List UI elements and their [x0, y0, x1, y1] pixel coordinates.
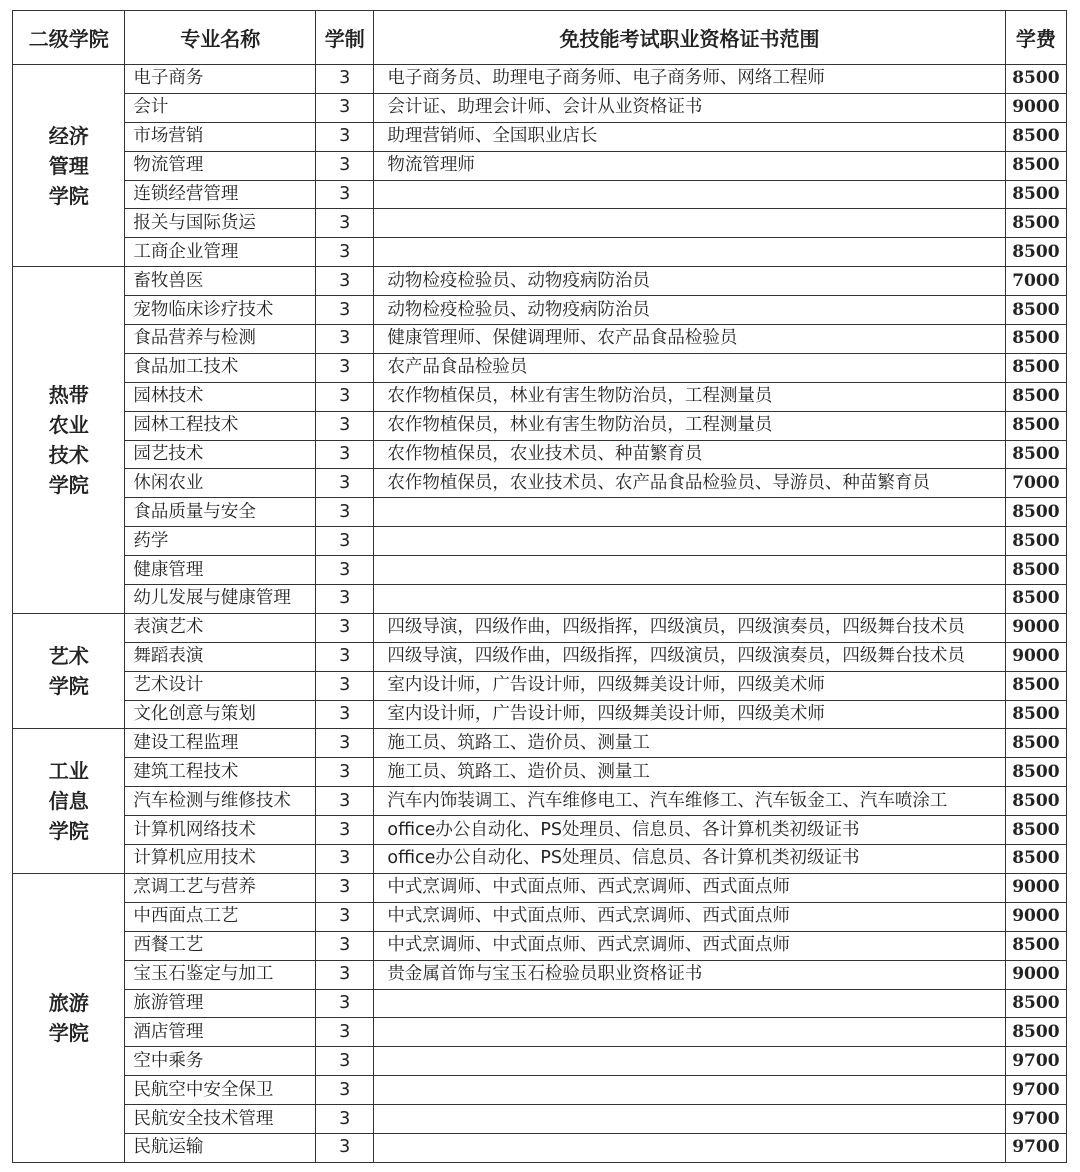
- tuition-cell: 8500: [1005, 411, 1066, 440]
- major-name-cell: 计算机网络技术: [125, 816, 316, 845]
- department-name-line: 旅游: [48, 990, 89, 1015]
- major-name-cell: 民航空中安全保卫: [125, 1076, 316, 1105]
- table-row: [13, 325, 1067, 354]
- tuition-cell: 8500: [1005, 180, 1066, 209]
- certificates-cell: 四级导演，四级作曲，四级指挥，四级演员，四级演奏员，四级舞台技术员: [374, 613, 1005, 642]
- major-name-cell: 园林技术: [125, 382, 316, 411]
- department-cell: [13, 873, 125, 1162]
- years-cell: 3: [316, 729, 374, 758]
- years-cell: 3: [316, 296, 374, 325]
- years-cell: 3: [316, 1047, 374, 1076]
- department-name-line: 艺术: [48, 644, 89, 669]
- years-cell: 3: [316, 556, 374, 585]
- tuition-cell: 8500: [1005, 845, 1066, 874]
- years-cell: 3: [316, 758, 374, 787]
- major-name-cell: 会计: [125, 93, 316, 122]
- department-name-line: 技术: [48, 443, 89, 468]
- certificates-cell: [374, 498, 1005, 527]
- certificates-cell: 农作物植保员，林业有害生物防治员，工程测量员: [374, 382, 1005, 411]
- certificates-cell: [374, 1105, 1005, 1134]
- certificates-cell: 中式烹调师、中式面点师、西式烹调师、西式面点师: [374, 873, 1005, 902]
- table-row: [13, 1076, 1067, 1105]
- certificates-cell: 农产品食品检验员: [374, 353, 1005, 382]
- major-name-cell: 宠物临床诊疗技术: [125, 296, 316, 325]
- table-row: [13, 411, 1067, 440]
- tuition-cell: 9000: [1005, 960, 1066, 989]
- major-name-cell: 宝玉石鉴定与加工: [125, 960, 316, 989]
- table-row: [13, 267, 1067, 296]
- table-row: [13, 902, 1067, 931]
- tuition-cell: 9000: [1005, 902, 1066, 931]
- major-name-cell: 烹调工艺与营养: [125, 873, 316, 902]
- certificates-cell: 物流管理师: [374, 151, 1005, 180]
- department-name-line: 信息: [48, 789, 89, 814]
- years-cell: 3: [316, 989, 374, 1018]
- major-name-cell: 建筑工程技术: [125, 758, 316, 787]
- major-name-cell: 艺术设计: [125, 671, 316, 700]
- department-name-line: 农业: [48, 413, 89, 438]
- department-name-line: 管理: [48, 153, 89, 178]
- certificates-cell: 助理营销师、全国职业店长: [374, 122, 1005, 151]
- table-row: [13, 758, 1067, 787]
- table-row: [13, 527, 1067, 556]
- years-cell: 3: [316, 180, 374, 209]
- department-name-line: 经济: [48, 123, 89, 148]
- major-name-cell: 旅游管理: [125, 989, 316, 1018]
- tuition-cell: 8500: [1005, 585, 1066, 614]
- years-cell: 3: [316, 700, 374, 729]
- certificates-cell: [374, 1018, 1005, 1047]
- header-tuition: 学费: [1005, 11, 1066, 65]
- department-name-line: 学院: [48, 674, 89, 699]
- major-name-cell: 表演艺术: [125, 613, 316, 642]
- certificates-cell: 动物检疫检验员、动物疫病防治员: [374, 267, 1005, 296]
- tuition-cell: 9700: [1005, 1047, 1066, 1076]
- tuition-cell: 8500: [1005, 700, 1066, 729]
- tuition-cell: 8500: [1005, 151, 1066, 180]
- major-name-cell: 食品加工技术: [125, 353, 316, 382]
- tuition-cell: 9000: [1005, 93, 1066, 122]
- certificates-cell: 动物检疫检验员、动物疫病防治员: [374, 296, 1005, 325]
- major-name-cell: 药学: [125, 527, 316, 556]
- tuition-cell: 8500: [1005, 238, 1066, 267]
- certificates-cell: [374, 989, 1005, 1018]
- tuition-cell: 8500: [1005, 527, 1066, 556]
- tuition-cell: 9000: [1005, 873, 1066, 902]
- table-row: [13, 845, 1067, 874]
- years-cell: 3: [316, 411, 374, 440]
- table-row: [13, 729, 1067, 758]
- major-name-cell: 中西面点工艺: [125, 902, 316, 931]
- years-cell: 3: [316, 209, 374, 238]
- years-cell: 3: [316, 238, 374, 267]
- tuition-cell: 8500: [1005, 382, 1066, 411]
- years-cell: 3: [316, 960, 374, 989]
- tuition-cell: 8500: [1005, 440, 1066, 469]
- table-row: [13, 556, 1067, 585]
- years-cell: 3: [316, 585, 374, 614]
- major-name-cell: 工商企业管理: [125, 238, 316, 267]
- major-name-cell: 幼儿发展与健康管理: [125, 585, 316, 614]
- tuition-cell: 9700: [1005, 1076, 1066, 1105]
- certificates-cell: 施工员、筑路工、造价员、测量工: [374, 729, 1005, 758]
- department-cell: [13, 729, 125, 873]
- tuition-cell: 8500: [1005, 122, 1066, 151]
- table-row: [13, 700, 1067, 729]
- major-name-cell: 西餐工艺: [125, 931, 316, 960]
- tuition-cell: 8500: [1005, 989, 1066, 1018]
- tuition-cell: 8500: [1005, 209, 1066, 238]
- certificates-cell: office办公自动化、PS处理员、信息员、各计算机类初级证书: [374, 845, 1005, 874]
- certificates-cell: [374, 238, 1005, 267]
- tuition-cell: 8500: [1005, 325, 1066, 354]
- certificates-cell: [374, 527, 1005, 556]
- header-years: 学制: [316, 11, 374, 65]
- major-name-cell: 电子商务: [125, 65, 316, 94]
- major-name-cell: 计算机应用技术: [125, 845, 316, 874]
- years-cell: 3: [316, 469, 374, 498]
- tuition-cell: 8500: [1005, 498, 1066, 527]
- major-name-cell: 文化创意与策划: [125, 700, 316, 729]
- tuition-cell: 8500: [1005, 931, 1066, 960]
- certificates-cell: 汽车内饰装调工、汽车维修电工、汽车维修工、汽车钣金工、汽车喷涂工: [374, 787, 1005, 816]
- years-cell: 3: [316, 642, 374, 671]
- header-certificates: 免技能考试职业资格证书范围: [374, 11, 1005, 65]
- department-name-line: 学院: [48, 473, 89, 498]
- major-name-cell: 园林工程技术: [125, 411, 316, 440]
- years-cell: 3: [316, 122, 374, 151]
- table-row: [13, 816, 1067, 845]
- table-row: [13, 469, 1067, 498]
- table-row: [13, 440, 1067, 469]
- years-cell: 3: [316, 613, 374, 642]
- certificates-cell: 电子商务员、助理电子商务师、电子商务师、网络工程师: [374, 65, 1005, 94]
- years-cell: 3: [316, 382, 374, 411]
- department-cell: [13, 267, 125, 614]
- tuition-cell: 8500: [1005, 296, 1066, 325]
- table-row: [13, 989, 1067, 1018]
- tuition-cell: 8500: [1005, 787, 1066, 816]
- table-row: [13, 151, 1067, 180]
- major-name-cell: 食品质量与安全: [125, 498, 316, 527]
- years-cell: 3: [316, 527, 374, 556]
- table-row: [13, 1105, 1067, 1134]
- major-name-cell: 健康管理: [125, 556, 316, 585]
- certificates-cell: 贵金属首饰与宝玉石检验员职业资格证书: [374, 960, 1005, 989]
- certificates-cell: 室内设计师，广告设计师，四级舞美设计师，四级美术师: [374, 700, 1005, 729]
- certificates-cell: [374, 1133, 1005, 1162]
- department-name-line: 工业: [48, 759, 89, 784]
- department-name-line: 学院: [48, 819, 89, 844]
- department-name-line: 学院: [48, 1020, 89, 1045]
- years-cell: 3: [316, 353, 374, 382]
- tuition-cell: 9000: [1005, 642, 1066, 671]
- certificates-cell: 施工员、筑路工、造价员、测量工: [374, 758, 1005, 787]
- table-row: [13, 93, 1067, 122]
- department-cell: [13, 65, 125, 267]
- table-row: [13, 209, 1067, 238]
- years-cell: 3: [316, 1018, 374, 1047]
- certificates-cell: [374, 209, 1005, 238]
- tuition-cell: 8500: [1005, 816, 1066, 845]
- table-row: [13, 931, 1067, 960]
- header-department: 二级学院: [13, 11, 125, 65]
- years-cell: 3: [316, 65, 374, 94]
- table-row: [13, 1018, 1067, 1047]
- table-row: [13, 382, 1067, 411]
- major-name-cell: 市场营销: [125, 122, 316, 151]
- department-cell: [13, 613, 125, 729]
- years-cell: 3: [316, 498, 374, 527]
- certificates-cell: 农作物植保员，农业技术员、种苗繁育员: [374, 440, 1005, 469]
- table-row: [13, 238, 1067, 267]
- certificates-cell: 室内设计师，广告设计师，四级舞美设计师，四级美术师: [374, 671, 1005, 700]
- department-name-line: 学院: [48, 183, 89, 208]
- tuition-cell: 8500: [1005, 729, 1066, 758]
- certificates-cell: [374, 1047, 1005, 1076]
- table-row: [13, 787, 1067, 816]
- table-row: [13, 296, 1067, 325]
- table-row: [13, 1133, 1067, 1162]
- major-name-cell: 舞蹈表演: [125, 642, 316, 671]
- tuition-cell: 7000: [1005, 267, 1066, 296]
- tuition-cell: 8500: [1005, 671, 1066, 700]
- certificates-cell: [374, 180, 1005, 209]
- years-cell: 3: [316, 325, 374, 354]
- years-cell: 3: [316, 1133, 374, 1162]
- years-cell: 3: [316, 151, 374, 180]
- tuition-cell: 9700: [1005, 1105, 1066, 1134]
- table-row: [13, 960, 1067, 989]
- years-cell: 3: [316, 873, 374, 902]
- table-row: [13, 122, 1067, 151]
- major-name-cell: 空中乘务: [125, 1047, 316, 1076]
- certificates-cell: 农作物植保员，农业技术员、农产品食品检验员、导游员、种苗繁育员: [374, 469, 1005, 498]
- years-cell: 3: [316, 931, 374, 960]
- table-row: [13, 65, 1067, 94]
- years-cell: 3: [316, 93, 374, 122]
- table-row: [13, 498, 1067, 527]
- major-name-cell: 休闲农业: [125, 469, 316, 498]
- years-cell: 3: [316, 671, 374, 700]
- years-cell: 3: [316, 816, 374, 845]
- certificates-cell: 健康管理师、保健调理师、农产品食品检验员: [374, 325, 1005, 354]
- certificates-cell: 农作物植保员，林业有害生物防治员，工程测量员: [374, 411, 1005, 440]
- years-cell: 3: [316, 845, 374, 874]
- certificates-cell: [374, 585, 1005, 614]
- majors-table: [12, 10, 1067, 1163]
- major-name-cell: 酒店管理: [125, 1018, 316, 1047]
- certificates-cell: 会计证、助理会计师、会计从业资格证书: [374, 93, 1005, 122]
- tuition-cell: 8500: [1005, 353, 1066, 382]
- tuition-cell: 8500: [1005, 1018, 1066, 1047]
- major-name-cell: 园艺技术: [125, 440, 316, 469]
- table-body: [13, 65, 1067, 1163]
- years-cell: 3: [316, 1076, 374, 1105]
- header-major: 专业名称: [125, 11, 316, 65]
- major-name-cell: 物流管理: [125, 151, 316, 180]
- certificates-cell: [374, 556, 1005, 585]
- certificates-cell: 四级导演，四级作曲，四级指挥，四级演员，四级演奏员，四级舞台技术员: [374, 642, 1005, 671]
- major-name-cell: 民航安全技术管理: [125, 1105, 316, 1134]
- tuition-cell: 9700: [1005, 1133, 1066, 1162]
- certificates-cell: 中式烹调师、中式面点师、西式烹调师、西式面点师: [374, 931, 1005, 960]
- table-row: [13, 180, 1067, 209]
- table-row: [13, 1047, 1067, 1076]
- major-name-cell: 连锁经营管理: [125, 180, 316, 209]
- table-row: [13, 671, 1067, 700]
- years-cell: 3: [316, 902, 374, 931]
- years-cell: 3: [316, 267, 374, 296]
- tuition-cell: 8500: [1005, 556, 1066, 585]
- years-cell: 3: [316, 440, 374, 469]
- tuition-cell: 7000: [1005, 469, 1066, 498]
- table-row: [13, 353, 1067, 382]
- table-row: [13, 873, 1067, 902]
- major-name-cell: 建设工程监理: [125, 729, 316, 758]
- years-cell: 3: [316, 787, 374, 816]
- department-name-line: 热带: [48, 383, 89, 408]
- certificates-cell: office办公自动化、PS处理员、信息员、各计算机类初级证书: [374, 816, 1005, 845]
- major-name-cell: 报关与国际货运: [125, 209, 316, 238]
- table-row: [13, 585, 1067, 614]
- major-name-cell: 畜牧兽医: [125, 267, 316, 296]
- years-cell: 3: [316, 1105, 374, 1134]
- major-name-cell: 食品营养与检测: [125, 325, 316, 354]
- tuition-cell: 8500: [1005, 65, 1066, 94]
- table-row: [13, 613, 1067, 642]
- certificates-cell: [374, 1076, 1005, 1105]
- table-row: [13, 642, 1067, 671]
- header-row: [13, 11, 1067, 65]
- major-name-cell: 汽车检测与维修技术: [125, 787, 316, 816]
- major-name-cell: 民航运输: [125, 1133, 316, 1162]
- certificates-cell: 中式烹调师、中式面点师、西式烹调师、西式面点师: [374, 902, 1005, 931]
- tuition-cell: 9000: [1005, 613, 1066, 642]
- tuition-cell: 8500: [1005, 758, 1066, 787]
